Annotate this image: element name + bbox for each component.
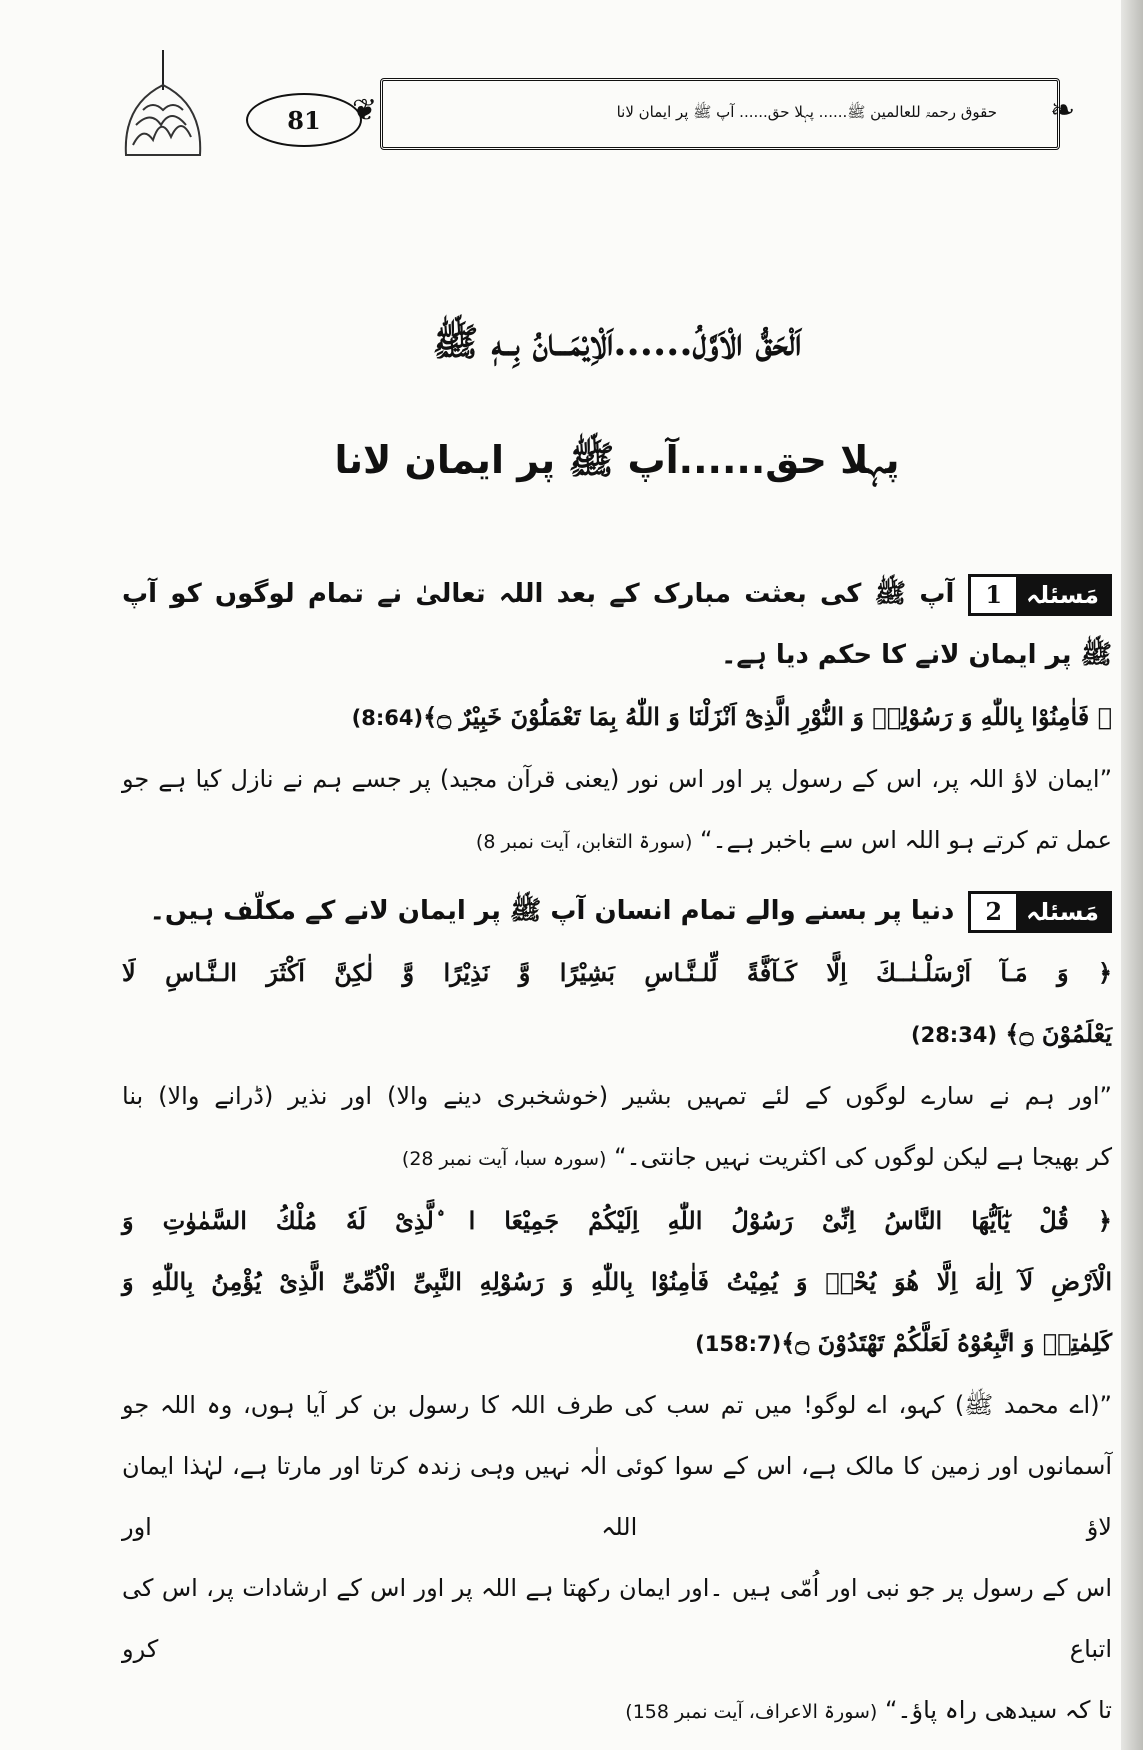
- running-title: حقوق رحمۃ للعالمین ﷺ...... پہلا حق...... آپ ﷺ پر ایمان لانا: [616, 103, 997, 121]
- arabic-title: اَلْحَقُّ الْاَوَّلُ......اَلْاِیْمَـــانُ بِــهٖ ﷺ: [432, 319, 802, 364]
- translation-1-line-2: عمل تم کرتے ہو اللہ اس سے باخبر ہے۔“ (سورۃ التغابن، آیت نمبر 8): [475, 826, 1112, 854]
- ayah-2-line-2: یَعْلَمُوْنَ ۝﴾ (28:34): [910, 1019, 1112, 1048]
- page-edge: [1121, 0, 1143, 1750]
- page-body: [122, 310, 1112, 1743]
- ayah-2-line-1: ﴿ وَ مَـآ اَرْسَلْـنٰــكَ اِلَّا كَـآفَّةً لِّلـنَّـاسِ بَشِیْرًا وَّ نَذِیْرًا وَّ لٰكِنَّ اَكْثَرَ الـنَّـاسِ لَا: [122, 958, 1113, 987]
- ayah-3-line-1: ﴿ قُلْ یٰٓاَیُّهَا النَّاسُ اِنِّیْ رَسُوْلُ اللّٰهِ اِلَیْكُمْ جَمِیْعَا ا ۨلَّذِیْ لَهٗ مُلْكُ السَّمٰوٰتِ وَ: [122, 1206, 1112, 1235]
- ayah-1: ﴿ فَاٰمِنُوْا بِاللّٰهِ وَ رَسُوْلِهٖ وَ النُّوْرِ الَّذِیْٓ اَنْزَلْنَا وَ اللّٰهُ بِمَا تَعْمَلُوْنَ خَبِیْرٌ ۝﴾(8:64): [351, 702, 1112, 731]
- masala-1-line-2: ﷺ پر ایمان لانے کا حکم دیا ہے۔: [721, 640, 1112, 670]
- ayah-ref: (8:64): [351, 706, 424, 730]
- translation-1-line-1: ”ایمان لاؤ اللہ پر، اس کے رسول پر اور اس نور (یعنی قرآن مجید) پر جسے ہم نے نازل کیا ہے جو: [122, 765, 1112, 793]
- source-ref: (سورۃ التغابن، آیت نمبر 8): [475, 831, 693, 853]
- translation-2-line-1: ”اور ہم نے سارے لوگوں کے لئے تمہیں بشیر (خوشخبری دینے والا) اور نذیر (ڈرانے والا) بنا: [122, 1082, 1112, 1110]
- masala-1-line-1: مَسئلہ 1 آپ ﷺ کی بعثت مبارک کے بعد اللہ تعالیٰ نے تمام لوگوں کو آپ: [122, 564, 1112, 625]
- ornament-icon: ❧: [1050, 93, 1076, 128]
- ayah-ref: (28:34): [910, 1023, 998, 1047]
- page-number: 81: [246, 93, 362, 147]
- masala-badge: مَسئلہ 1: [968, 574, 1112, 616]
- source-ref: (سورہ سبا، آیت نمبر 28): [401, 1148, 607, 1170]
- ornament-icon: ❦: [352, 93, 378, 128]
- running-header: [380, 78, 1060, 150]
- ayah-3-line-3: كَلِمٰتِهٖ وَ اتَّبِعُوْهُ لَعَلَّكُمْ تَهْتَدُوْنَ ۝﴾(158:7): [695, 1328, 1112, 1357]
- translation-3-line-1: ”(اے محمد ﷺ) کہو، اے لوگو! میں تم سب کی طرف اللہ کا رسول بن کر آیا ہوں، وہ اللہ جو: [122, 1391, 1112, 1419]
- calligraphy-logo: [118, 50, 208, 160]
- source-ref: (سورۃ الاعراف، آیت نمبر 158): [625, 1701, 878, 1723]
- urdu-title: پہلا حق......آپ ﷺ پر ایمان لانا: [334, 438, 900, 482]
- translation-3-line-3: اس کے رسول پر جو نبی اور اُمّی ہیں ۔اور ایمان رکھتا ہے اللہ پر اور اس کے ارشادات پر، اس کی اتباع کرو: [122, 1574, 1112, 1663]
- translation-3-line-2: آسمانوں اور زمین کا مالک ہے، اس کے سوا کوئی الٰہ نہیں وہی زندہ کرتا اور مارتا ہے، لہٰذا ایمان لاؤ اللہ اور: [122, 1452, 1112, 1541]
- masala-badge: مَسئلہ 2: [968, 891, 1112, 933]
- masala-2-line-1: مَسئلہ 2 دنیا پر بسنے والے تمام انسان آپ ﷺ پر ایمان لانے کے مکلّف ہیں۔: [122, 881, 1112, 942]
- ayah-3-line-2: الْاَرْضِ لَآ اِلٰهَ اِلَّا هُوَ یُحْیٖ وَ یُمِیْتُ فَاٰمِنُوْا بِاللّٰهِ وَ رَسُوْلِهِ النَّبِیِّ الْاُمِّیِّ الَّذِیْ یُؤْمِنُ بِاللّٰهِ وَ: [122, 1267, 1112, 1296]
- translation-2-line-2: کر بھیجا ہے لیکن لوگوں کی اکثریت نہیں جانتی۔“ (سورہ سبا، آیت نمبر 28): [401, 1143, 1112, 1171]
- ayah-ref: (158:7): [695, 1332, 782, 1356]
- translation-3-line-4: تا کہ سیدھی راہ پاؤ۔“ (سورۃ الاعراف، آیت نمبر 158): [625, 1696, 1112, 1724]
